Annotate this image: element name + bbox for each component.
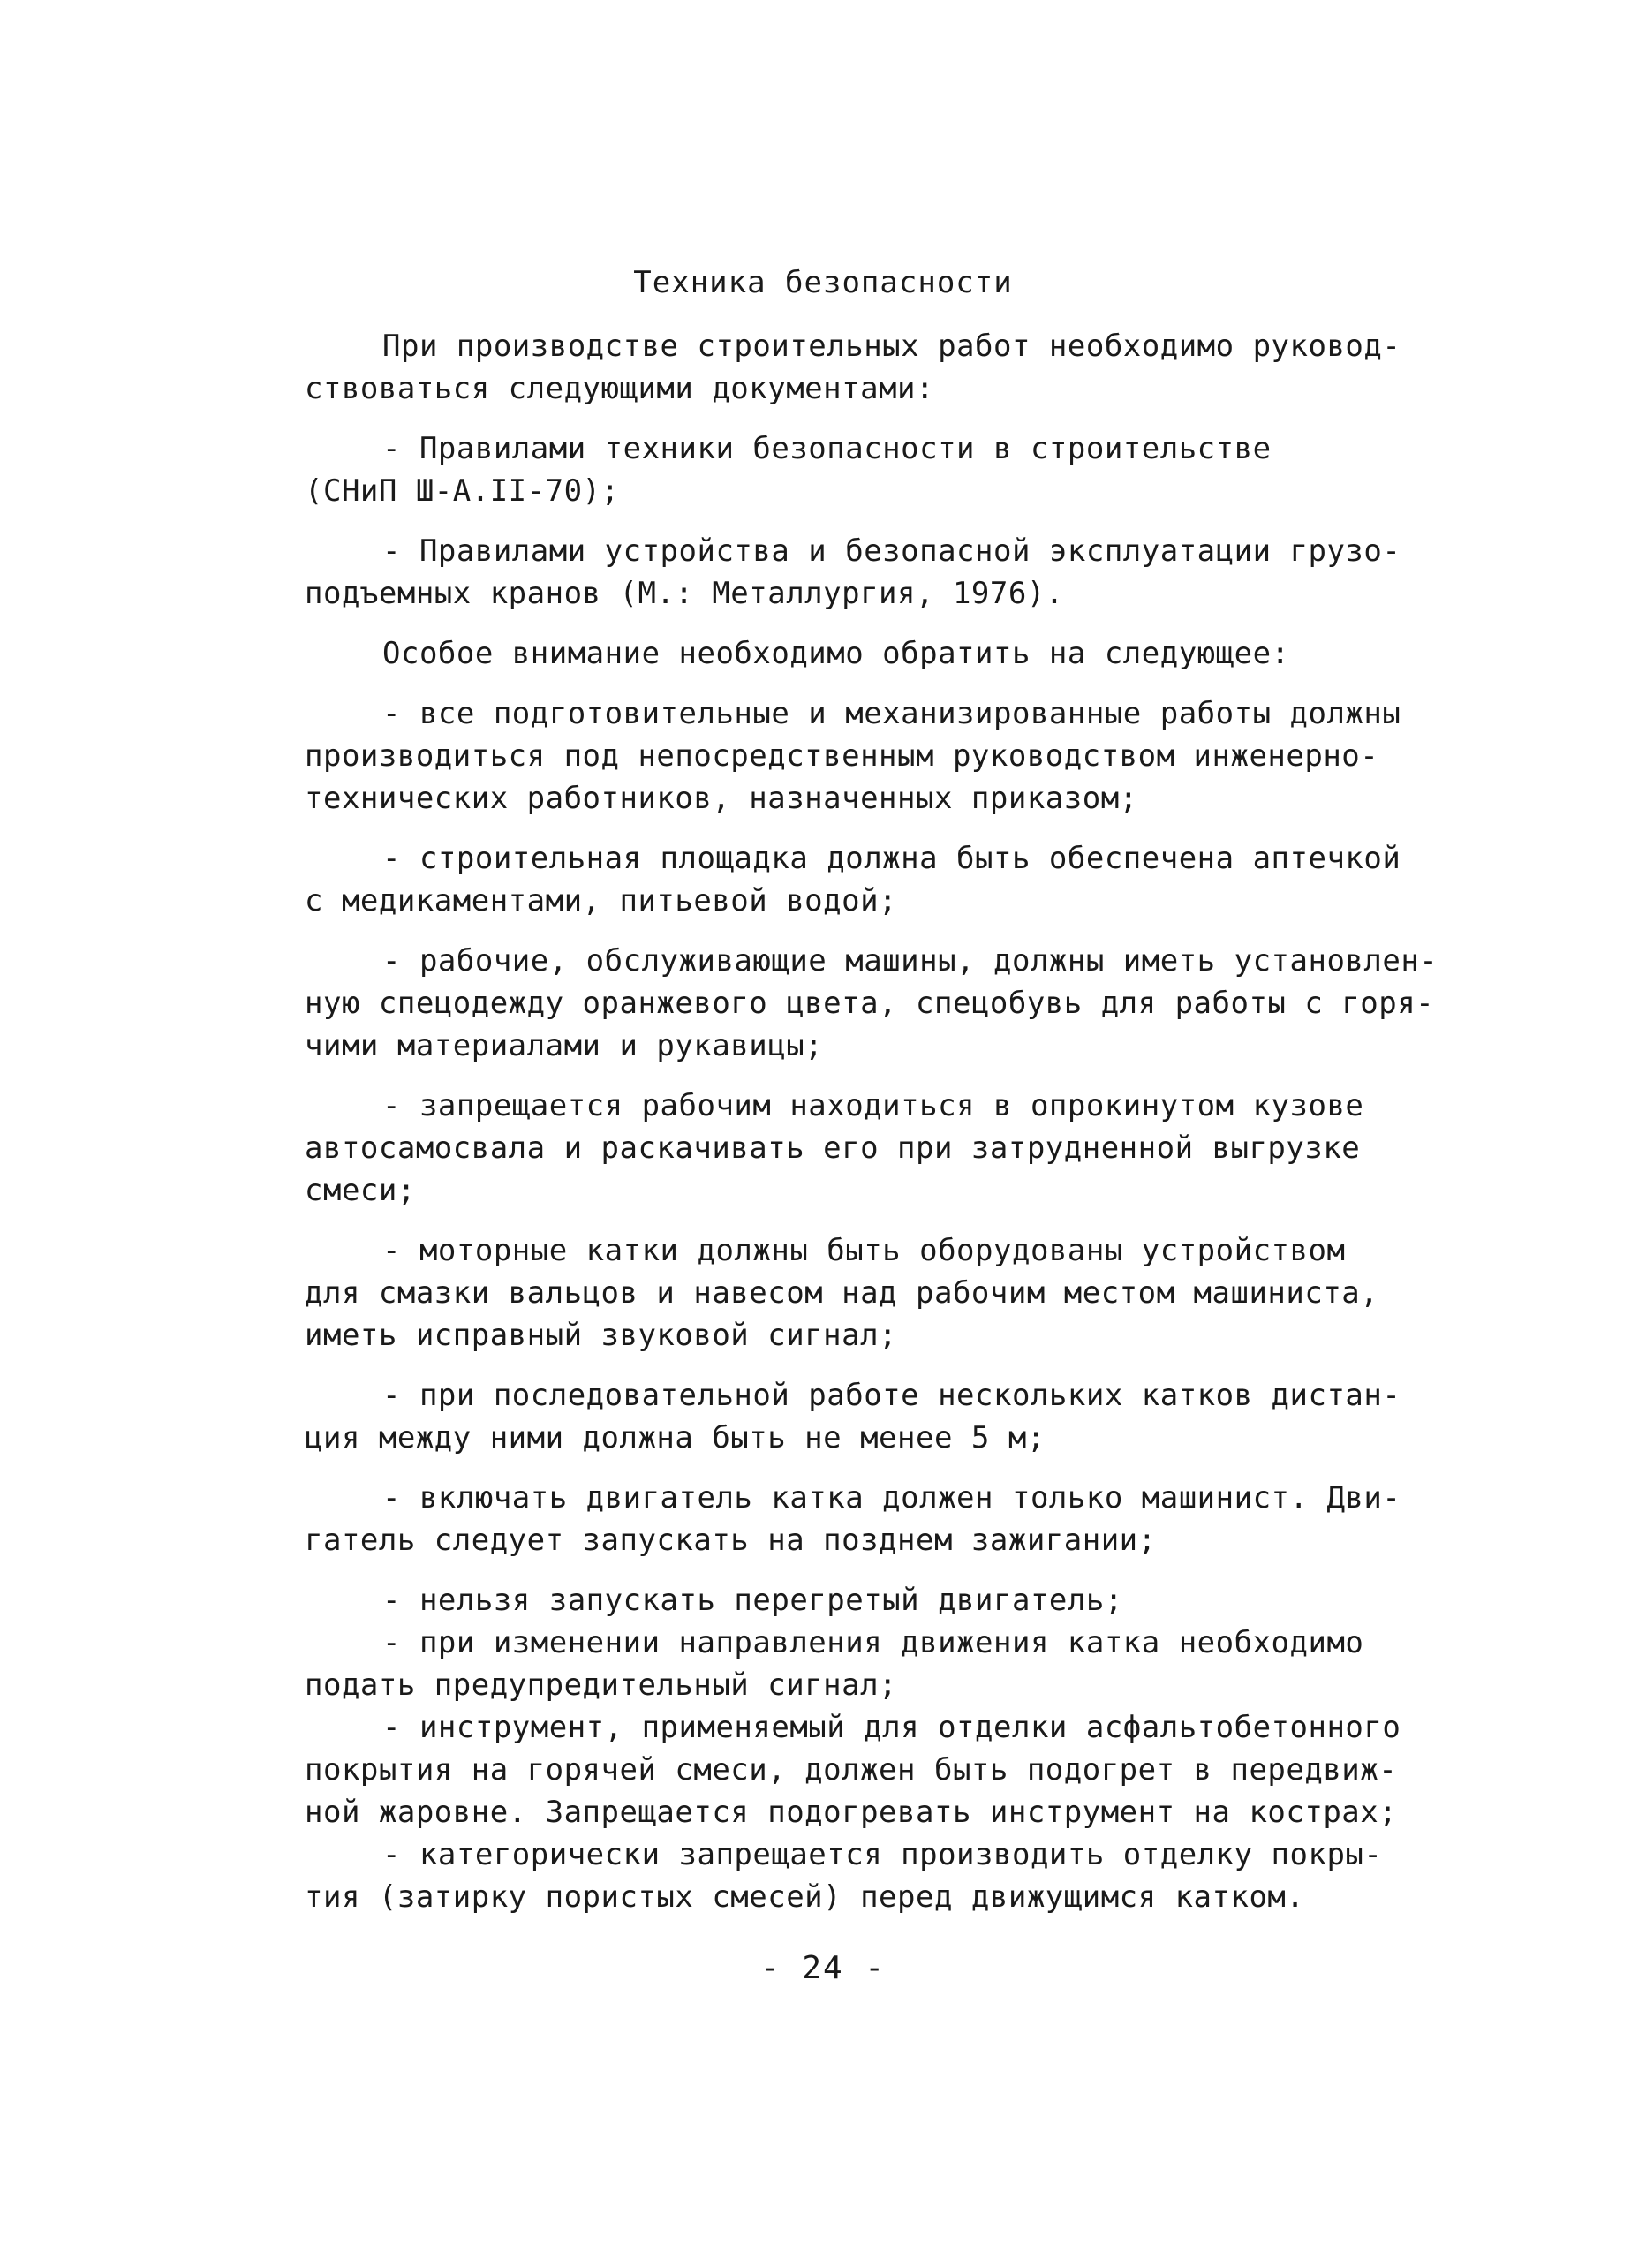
page-title: Техника безопасности (633, 265, 1013, 300)
paragraph (305, 1622, 1364, 1706)
paragraph (305, 1229, 1379, 1357)
paragraph (305, 325, 1401, 410)
text-line: - при изменении направления движения катка необходимо (382, 1625, 1364, 1660)
paragraph (305, 837, 1401, 922)
text-line: ция между ними должна быть не менее 5 м; (305, 1420, 1046, 1455)
text-line: - строительная площадка должна быть обеспечена аптечкой (382, 841, 1401, 876)
text-line: Особое внимание необходимо обратить на следующее: (382, 636, 1290, 671)
text-line: автосамосвала и раскачивать его при затрудненной выгрузке (305, 1130, 1361, 1166)
text-line: чими материалами и рукавицы; (305, 1028, 824, 1063)
text-line: подъемных кранов (М.: Металлургия, 1976). (305, 576, 1064, 611)
text-line: ную спецодежду оранжевого цвета, спецобувь для работы с горя- (305, 986, 1435, 1021)
paragraph (305, 530, 1401, 615)
paragraph (305, 427, 1364, 512)
text-line: - рабочие, обслуживающие машины, должны иметь установлен- (382, 943, 1438, 979)
text-line: иметь исправный звуковой сигнал; (305, 1318, 898, 1353)
text-line: ствоваться следующими документами: (305, 371, 934, 406)
text-line: - при последовательной работе нескольких катков дистан- (382, 1378, 1401, 1413)
text-line: смеси; (305, 1173, 416, 1208)
page-number: - 24 - (759, 1950, 887, 1986)
text-line: При производстве строительных работ необходимо руковод- (382, 329, 1401, 364)
text-line: - все подготовительные и механизированные работы должны (382, 696, 1401, 731)
text-line: покрытия на горячей смеси, должен быть подогрет в передвиж- (305, 1752, 1398, 1788)
text-line: подать предупредительный сигнал; (305, 1667, 898, 1703)
text-line: - запрещается рабочим находиться в опрокинутом кузове (382, 1088, 1364, 1123)
text-line: - включать двигатель катка должен только машинист. Дви- (382, 1480, 1401, 1516)
text-line: с медикаментами, питьевой водой; (305, 883, 898, 919)
text-line: ной жаровне. Запрещается подогревать инструмент на кострах; (305, 1795, 1398, 1830)
paragraph (305, 1579, 1364, 1622)
text-line: - категорически запрещается производить отделку покры- (382, 1837, 1383, 1872)
paragraph (305, 1085, 1364, 1212)
paragraph (305, 1706, 1401, 1833)
paragraph (305, 1833, 1383, 1918)
paragraph (305, 692, 1401, 820)
text-line: - нельзя запускать перегретый двигатель; (382, 1583, 1123, 1618)
text-line: гатель следует запускать на позднем зажигании; (305, 1523, 1157, 1558)
document-body (305, 325, 1438, 1918)
paragraph (305, 1477, 1401, 1561)
text-line: - Правилами устройства и безопасной эксплуатации грузо- (382, 533, 1401, 569)
paragraph (305, 1374, 1401, 1459)
text-line: производиться под непосредственным руководством инженерно- (305, 738, 1379, 774)
text-line: для смазки вальцов и навесом над рабочим местом машиниста, (305, 1275, 1379, 1311)
paragraph (305, 632, 1364, 675)
text-line: технических работников, назначенных приказом; (305, 781, 1138, 816)
text-line: - инструмент, применяемый для отделки асфальтобетонного (382, 1710, 1401, 1745)
text-line: тия (затирку пористых смесей) перед движущимся катком. (305, 1879, 1305, 1915)
text-line: - моторные катки должны быть оборудованы устройством (382, 1233, 1346, 1268)
text-line: - Правилами техники безопасности в строительстве (382, 431, 1272, 466)
paragraph (305, 940, 1438, 1067)
text-line: (СНиП Ш-А.II-70); (305, 473, 620, 509)
